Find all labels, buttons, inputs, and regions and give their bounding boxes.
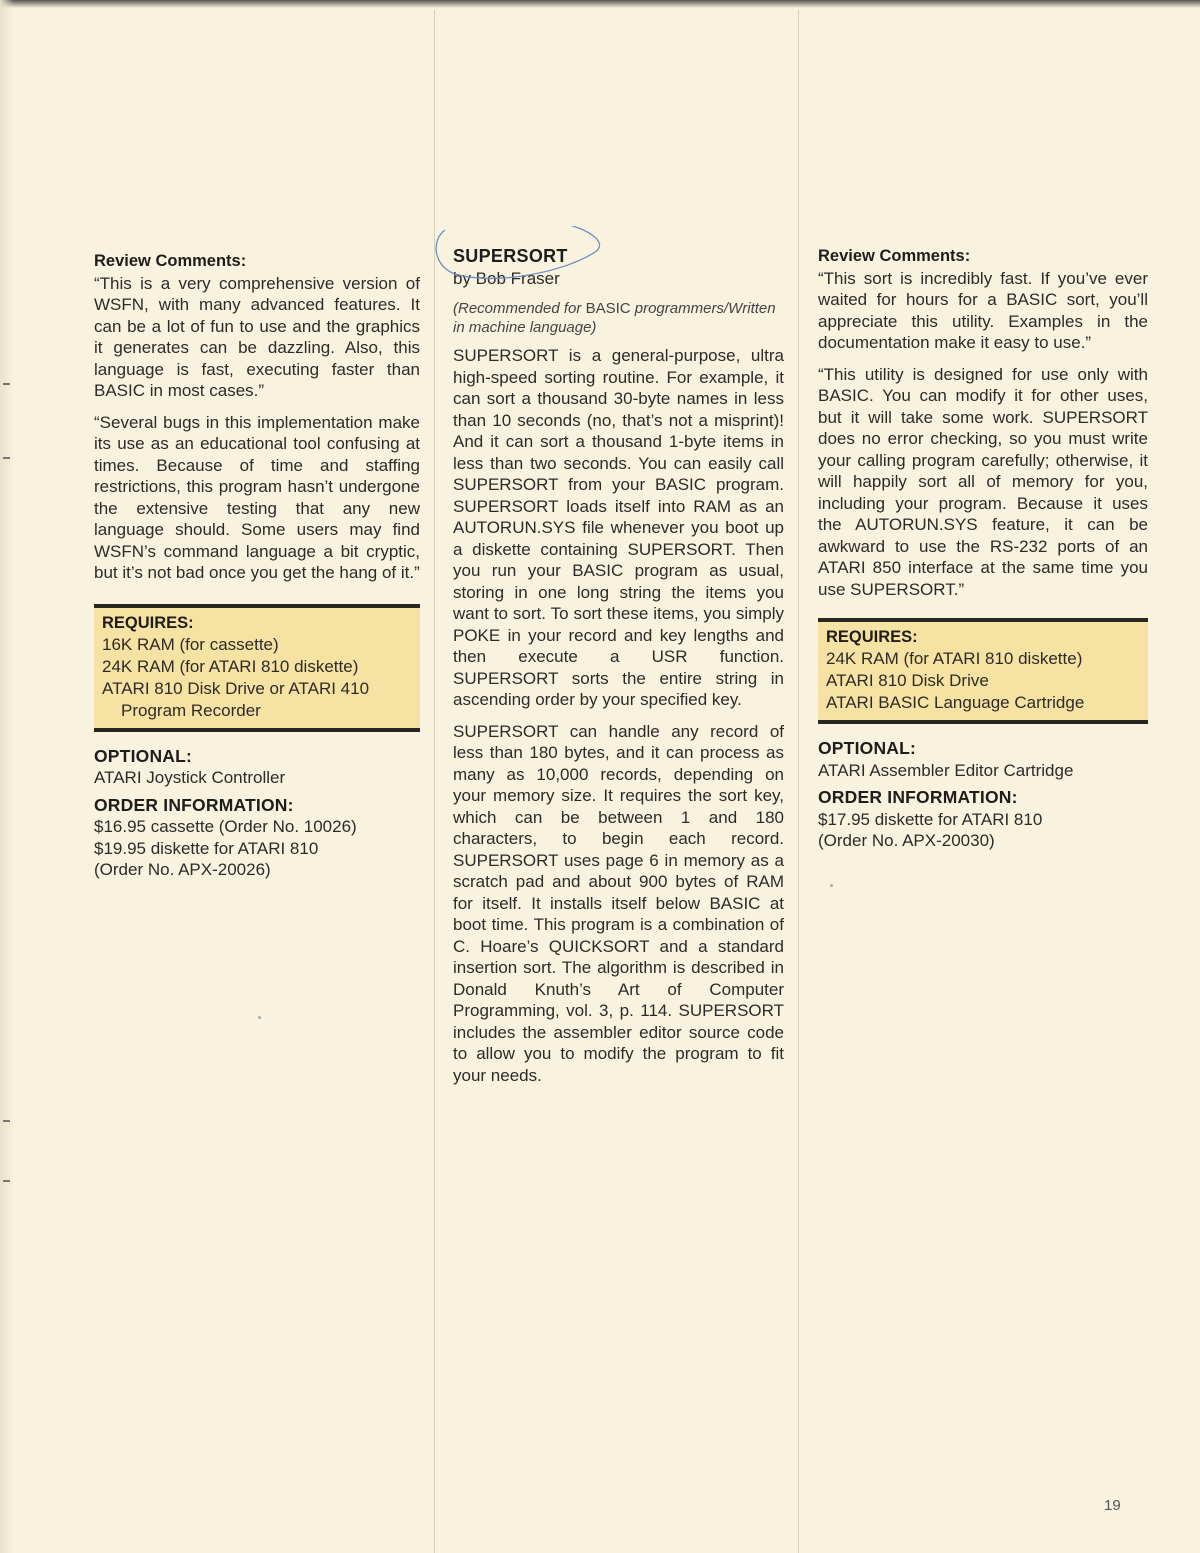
requires-item: 24K RAM (for ATARI 810 diskette): [826, 649, 1083, 668]
page-number: 19: [1104, 1497, 1121, 1514]
paper-speck: [258, 1016, 261, 1019]
order-line: (Order No. APX-20026): [94, 860, 271, 879]
article-byline: by Bob Fraser: [453, 268, 560, 288]
review-heading: Review Comments:: [818, 247, 971, 265]
body-paragraph: SUPERSORT is a general-purpose, ultra high-speed sorting routine. For example, it can sort a thousand 30-byte names in less than 10 seconds (no, that’s not a misprint)! And it can sort a thousand 1-byte items in less than two seconds. You can easily call SUPERSORT from your BASIC program. SUPERSORT loads itself into RAM as an AUTORUN.SYS file whenever you boot up a diskette containing SUPERSORT. Then you run your BASIC program as usual, storing in one long string the items you want to sort. To sort these items, you simply POKE in your record and key lengths and then execute a USR function. SUPERSORT sorts the entire string in ascending order by your specified key.: [453, 346, 784, 709]
order-heading: ORDER INFORMATION:: [94, 794, 294, 815]
optional-heading: OPTIONAL:: [818, 738, 917, 758]
requires-box: [94, 608, 420, 728]
review-paragraph: “This is a very comprehensive version of WSFN, with many advanced features. It can be a lot of fun to use and the graphics it generates can be dazzling. Also, this language is fast, executing faster than BASIC in most cases.”: [94, 273, 420, 400]
right-column: [818, 246, 1148, 852]
requires-item: 24K RAM (for ATARI 810 diskette): [102, 656, 359, 676]
recommendation-text: programmers/Written in machine language): [453, 300, 776, 336]
column-divider-right: [798, 10, 799, 1553]
body-paragraph: SUPERSORT can handle any record of less than 180 bytes, and it can process as many as 10,000 records, depending on your memory size. It requires the sort key, which can be between 1 and 180 characters, to begin each record. SUPERSORT uses page 6 in memory as a scratch pad and about 900 bytes of RAM for itself. It installs itself below BASIC at boot time. This program is a combination of C. Hoare’s QUICKSORT and a standard insertion sort. The algorithm is described in Donald Knuth’s Art of Computer Programming, vol. 3, p. 114. SUPERSORT includes the assembler editor source code to allow you to modify the program to fit your needs.: [453, 721, 784, 1085]
order-heading: ORDER INFORMATION:: [818, 787, 1018, 807]
requires-heading: REQUIRES:: [102, 613, 194, 632]
pen-circle-mark: [435, 226, 655, 284]
requires-item: ATARI BASIC Language Cartridge: [826, 693, 1085, 712]
recommendation-note: [453, 299, 784, 337]
middle-column: [453, 246, 784, 1096]
optional-heading: OPTIONAL:: [94, 745, 193, 766]
requires-item: ATARI 810 Disk Drive: [826, 671, 989, 690]
optional-item: ATARI Assembler Editor Cartridge: [818, 760, 1074, 780]
requires-item: ATARI 810 Disk Drive or ATARI 410: [102, 678, 370, 698]
requires-heading: REQUIRES:: [826, 628, 918, 646]
requires-box: [818, 622, 1148, 720]
review-paragraph: “This utility is designed for use only with BASIC. You can modify it for other uses, but it will take some work. SUPERSORT does no error checking, so you must write your calling program carefully; otherwise, it will happily sort all of memory for you, including your program. Because it uses the AUTORUN.SYS feature, it can be awkward to use the RS-232 ports of an ATARI 850 interface at the same time you use SUPERSORT.”: [818, 364, 1148, 599]
binding-shadow: [0, 0, 14, 1553]
review-heading: Review Comments:: [94, 252, 247, 270]
paper-speck: [830, 884, 833, 887]
recommendation-basic: BASIC: [585, 300, 631, 317]
margin-tick: [3, 383, 10, 385]
article-title: SUPERSORT: [453, 246, 568, 266]
requires-item: 16K RAM (for cassette): [102, 634, 279, 654]
order-line: $16.95 cassette (Order No. 10026): [94, 817, 357, 836]
page-top-edge: [0, 0, 1200, 8]
order-line: $19.95 diskette for ATARI 810: [94, 838, 319, 858]
margin-tick: [3, 1180, 10, 1182]
margin-tick: [3, 1120, 10, 1122]
order-line: $17.95 diskette for ATARI 810: [818, 809, 1043, 829]
recommendation-text: (Recommended for: [453, 300, 586, 317]
order-line: (Order No. APX-20030): [818, 831, 995, 850]
review-paragraph: “Several bugs in this implementation make its use as an educational tool confusing at times. Because of time and staffing restrictions, this program hasn’t undergone the extensive testing that any new language should. Some users may find WSFN’s command language a bit cryptic, but it’s not bad once you get the hang of it.”: [94, 412, 420, 582]
optional-item: ATARI Joystick Controller: [94, 768, 286, 787]
margin-tick: [3, 457, 10, 459]
requires-item: Program Recorder: [121, 700, 261, 720]
review-paragraph: “This sort is incredibly fast. If you’ve ever waited for hours for a BASIC sort, you’ll appreciate this utility. Examples in the documentation make it easy to use.”: [818, 268, 1148, 352]
left-column: [94, 251, 420, 881]
title-block: [453, 246, 784, 289]
